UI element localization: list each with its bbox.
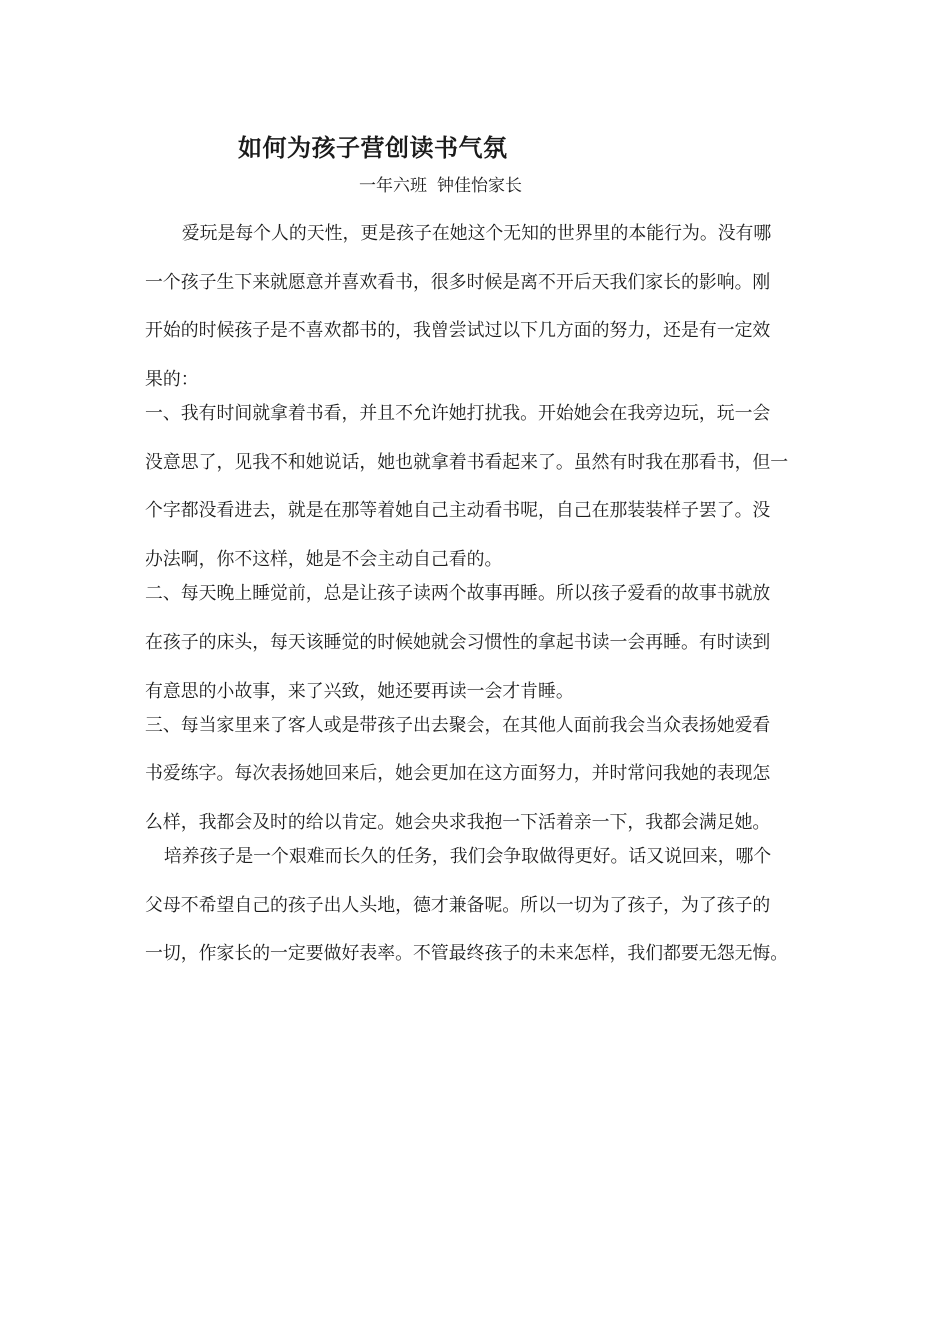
text-line: 一个孩子生下来就愿意并喜欢看书，很多时候是离不开后天我们家长的影响。刚 [145, 271, 771, 293]
author-byline [359, 173, 522, 199]
document-title: 如何为孩子营创读书气氛 [238, 133, 508, 162]
text-line: 么样，我都会及时的给以肯定。她会央求我抱一下活着亲一下，我都会满足她。 [145, 811, 771, 833]
text-line: 有意思的小故事，来了兴致，她还要再读一会才肯睡。 [145, 680, 574, 702]
text-line: 果的： [145, 369, 199, 391]
text-line: 一、我有时间就拿着书看，并且不允许她打扰我。开始她会在我旁边玩，玩一会 [145, 403, 771, 425]
text-line: 个字都没看进去，就是在那等着她自己主动看书呢，自己在那装装样子罢了。没 [145, 500, 771, 522]
author-class: 一年六班 [359, 176, 427, 196]
text-line: 一切，作家长的一定要做好表率。不管最终孩子的未来怎样，我们都要无怨无悔。 [145, 943, 789, 965]
text-line: 二、每天晚上睡觉前，总是让孩子读两个故事再睡。所以孩子爱看的故事书就放 [145, 583, 771, 605]
text-line: 书爱练字。每次表扬她回来后，她会更加在这方面努力，并时常问我她的表现怎 [145, 763, 771, 785]
text-line: 三、每当家里来了客人或是带孩子出去聚会，在其他人面前我会当众表扬她爱看 [145, 714, 771, 736]
text-line: 开始的时候孩子是不喜欢都书的，我曾尝试过以下几方面的努力，还是有一定效 [145, 320, 771, 342]
text-line: 办法啊，你不这样，她是不会主动自己看的。 [145, 549, 503, 571]
text-line: 没意思了，见我不和她说话，她也就拿着书看起来了。虽然有时我在那看书，但一 [145, 451, 789, 473]
text-line: 父母不希望自己的孩子出人头地，德才兼备呢。所以一切为了孩子，为了孩子的 [145, 894, 771, 916]
article-body [145, 215, 815, 969]
text-line: 在孩子的床头，每天该睡觉的时候她就会习惯性的拿起书读一会再睡。有时读到 [145, 631, 771, 653]
text-line: 爱玩是每个人的天性，更是孩子在她这个无知的世界里的本能行为。没有哪 [181, 223, 772, 244]
author-name: 钟佳怡家长 [437, 176, 522, 196]
text-line: 培养孩子是一个艰难而长久的任务，我们会争取做得更好。话又说回来，哪个 [163, 845, 772, 867]
